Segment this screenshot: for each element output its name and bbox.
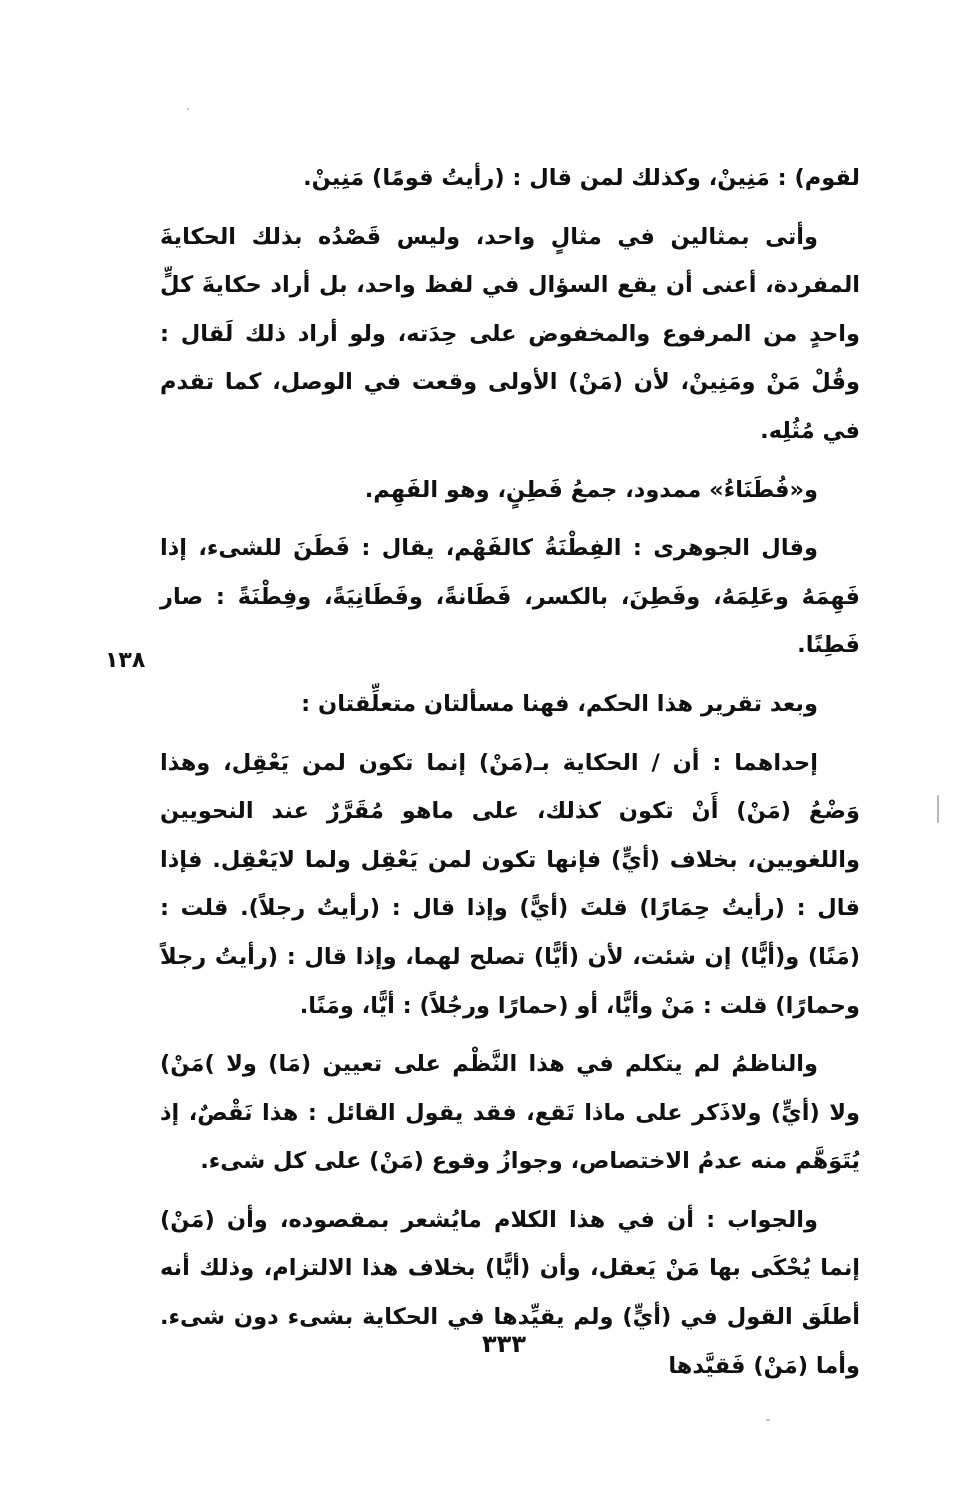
body-text [160,154,860,1390]
page-number: ٣٣٣ [482,1330,526,1358]
paragraph-1: وأتى بمثالين في مثالٍ واحد، وليس قَصْدُه بذلك الحكايةَ المفردة، أعنى أن يقع السؤال في لفظ واحد، بل أراد حكايةَ كلٍّ واحدٍ من المرفوع والمخفوض على حِدَته، ولو أراد ذلك لَقال : وقُلْ مَنْ ومَنِينْ، لأن (مَنْ) الأولى وقعت في الوصل، كما تقدم في مُثُلِه. [160,223,860,444]
scan-speck [766,1419,770,1421]
scan-speck [937,795,939,823]
scan-speck [187,108,189,110]
paragraph-5: إحداهما : أن / الحكاية بـ(مَنْ) إنما تكون لمن يَعْقِل، وهذا وَضْعُ (مَنْ) أَنْ تكون كذلك، على ماهو مُقَرَّرٌ عند النحويين واللغويين، بخلاف (أيٍّ) فإنها تكون لمن يَعْقِل ولما لايَعْقِل. فإذا قال : (رأيتُ حِمَارًا) قلتَ (أيًّ) وإذا قال : (رأيتُ رجلاً). قلت : (مَنًا) و(أيًّا) إن شئت، لأن (أيًّا) تصلح لهما، وإذا قال : (رأيتُ رجلاً وحمارًا) قلت : مَنْ وأيًّا، أو (حمارًا ورجُلاً) : أيًّا، ومَنًا. [160,749,860,1019]
paragraph-7: والجواب : أن في هذا الكلام مايُشعر بمقصوده، وأن (مَنْ) إنما يُحْكَى بها مَنْ يَعقل، وأن (أيًّا) بخلاف هذا الالتزام، وذلك أنه أطلَق القول في (أيٍّ) ولم يقيِّدها في الحكاية بشىء دون شىء. وأما (مَنْ) فَقيَّدها [160,1206,860,1379]
paragraph-2: و«فُطَنَاءُ» ممدود، جمعُ فَطِنٍ، وهو الفَهِم. [364,476,818,503]
paragraph-4: وبعد تقرير هذا الحكم، فهنا مسألتان متعلِّقتان : [301,690,818,717]
margin-page-reference: ١٣٨ [105,648,146,673]
paragraph-3: وقال الجوهرى : الفِطْنَةُ كالفَهْم، يقال : فَطَنَ للشىء، إذا فَهِمَهُ وعَلِمَهُ، وفَطِنَ، بالكسر، فَطَانةً، وفَطَانِيَةً، وفِطْنَةً : صار فَطِنًا. [160,535,860,659]
paragraph-6: والناظمُ لم يتكلم في هذا النَّظْم على تعيين (مَا) ولا )مَنْ) ولا (أيٍّ) ولاذَكر على ماذا تَقع، فقد يقول القائل : هذا نَقْصٌ، إذ يُتَوَهَّم منه عدمُ الاختصاص، وجوازُ وقوع (مَنْ) على كل شىء. [160,1051,860,1175]
paragraph-0: لقوم) : مَنِينْ، وكذلك لمن قال : (رأيتُ قومًا) مَنِينْ. [303,165,860,191]
